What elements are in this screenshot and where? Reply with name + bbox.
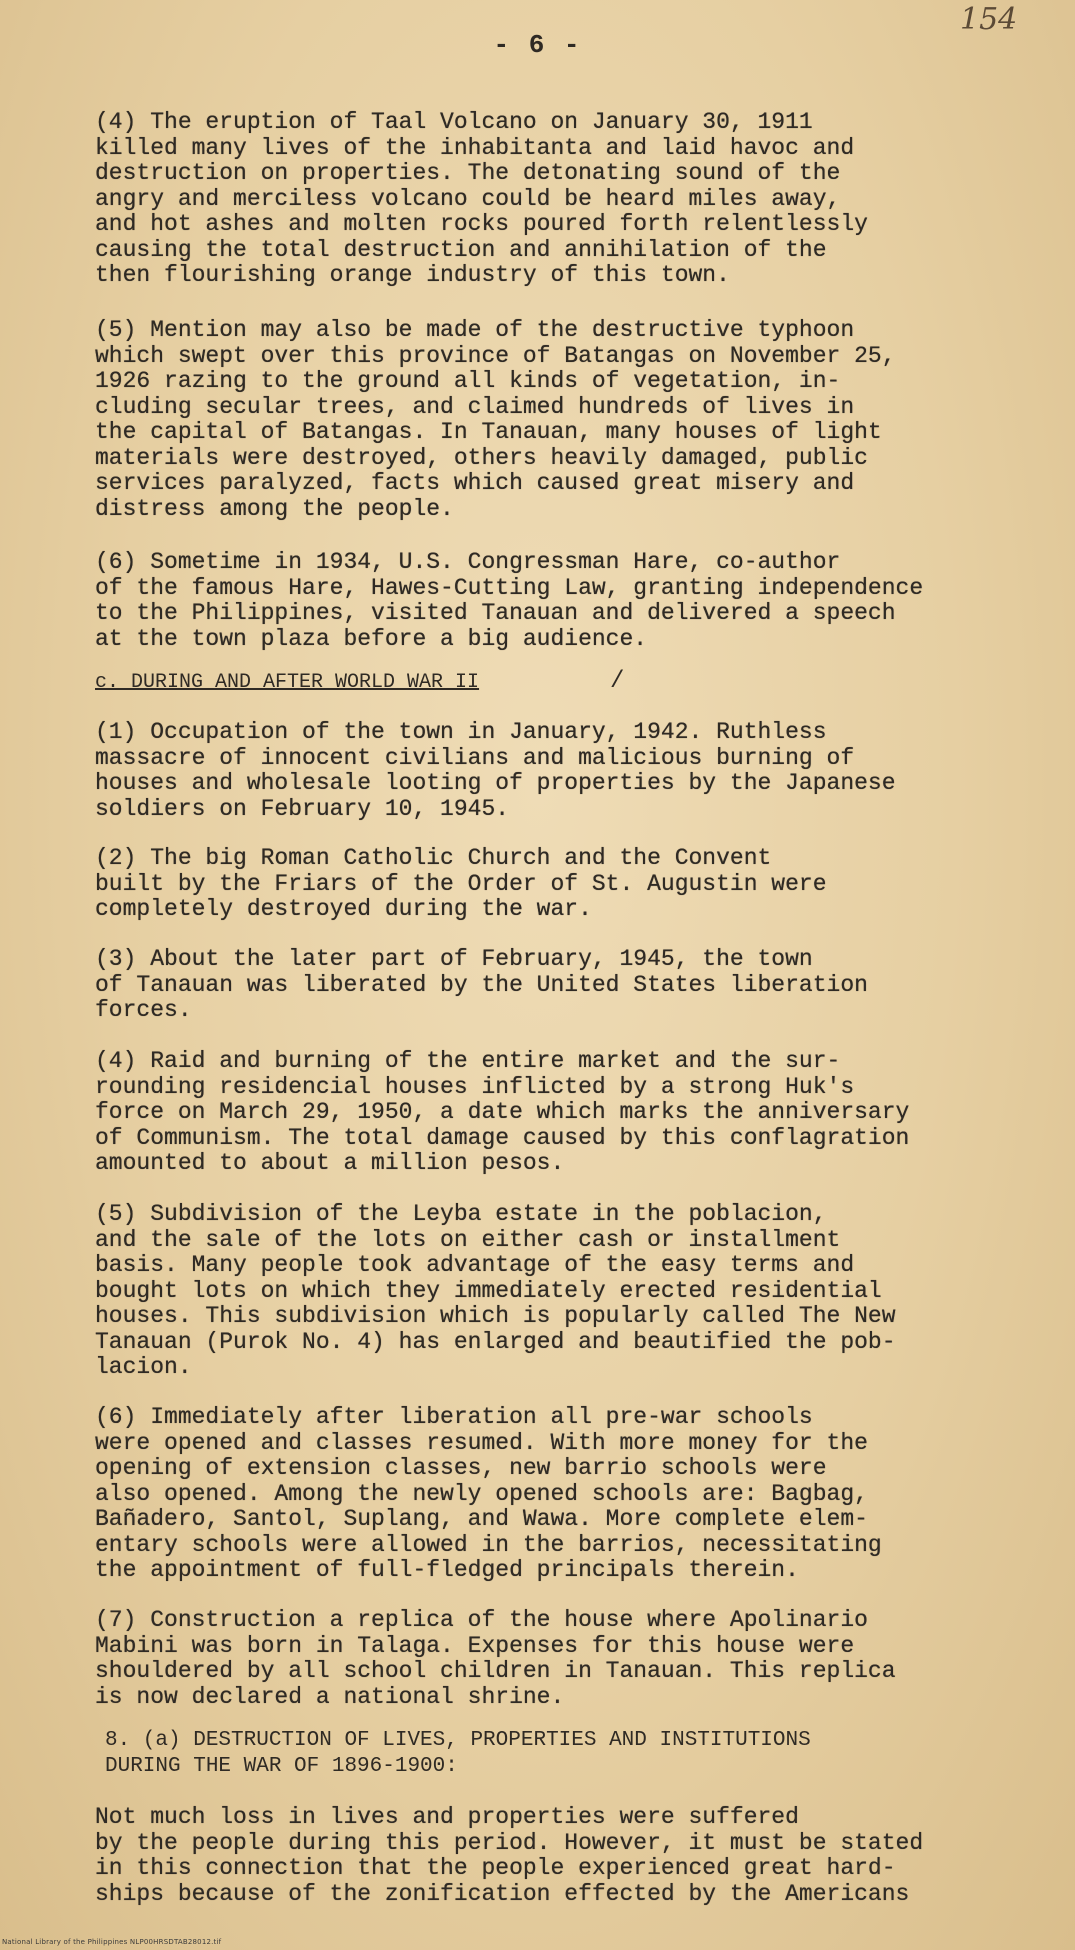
section-8a-heading: 8. (a) DESTRUCTION OF LIVES, PROPERTIES AND INSTITUTIONS DURING THE WAR OF 1896-1900: (105, 1729, 811, 1778)
page-number: - 6 - (493, 30, 582, 60)
paragraph-c5-subdivision: (5) Subdivision of the Leyba estate in the poblacion, and the sale of the lots on either cash or installment basis. Many people took advantage of the easy terms and bought lots on which they immediately erected residential houses. This subdivision which is popularly called The New Tanauan (Purok No. 4) has enlarged and beautified the pob- lacion. (95, 1201, 896, 1380)
paragraph-c6-schools: (6) Immediately after liberation all pre-war schools were opened and classes resumed. With more money for the opening of extension classes, new barrio schools were also opened. Among the newly opened schools are: Bagbag, Bañadero, Santol, Suplang, and Wawa. More complete elem- entary schools were allowed in the barrios, necessitating the appointment of full-fledged principals therein. (95, 1404, 882, 1583)
paragraph-c7-mabini-replica: (7) Construction a replica of the house where Apolinario Mabini was born in Talaga. Expenses for this house were shouldered by all school children in Tanauan. This replica is now declared a national shrine. (95, 1607, 896, 1710)
paragraph-c2-church: (2) The big Roman Catholic Church and the Convent built by the Friars of the Order of St. Augustin were completely destroyed during the war. (95, 845, 827, 922)
paragraph-6-congressman-hare: (6) Sometime in 1934, U.S. Congressman Hare, co-author of the famous Hare, Hawes-Cutting Law, granting independence to the Philippines, visited Tanauan and delivered a speech at the town plaza before a big audience. (95, 549, 924, 652)
paragraph-c4-huk-raid: (4) Raid and burning of the entire market and the sur- rounding residencial houses inflicted by a strong Huk's force on March 29, 1950, a date which marks the anniversary of Communism. The total damage caused by this conflagration amounted to about a million pesos. (95, 1048, 910, 1176)
paragraph-4-taal-eruption: (4) The eruption of Taal Volcano on January 30, 1911 killed many lives of the inhabitanta and laid havoc and destruction on properties. The detonating sound of the angry and merciless volcano could be heard miles away, and hot ashes and molten rocks poured forth relentlessly causing the total destruction and annihilation of the then flourishing orange industry of this town. (95, 109, 868, 288)
section-c-heading (95, 670, 479, 696)
paragraph-c3-liberation: (3) About the later part of February, 1945, the town of Tanauan was liberated by the United States liberation forces. (95, 946, 868, 1023)
section-c-heading-text: c. DURING AND AFTER WORLD WAR II (95, 671, 480, 694)
paragraph-5-typhoon: (5) Mention may also be made of the destructive typhoon which swept over this province of Batangas on November 25, 1926 razing to the ground all kinds of vegetation, in- cluding secular trees, and claimed hundreds of lives in the capital of Batangas. In Tanauan, many houses of light materials were destroyed, others heavily damaged, public services paralyzed, facts which caused great misery and distress among the people. (95, 317, 896, 522)
handwritten-check-mark: / (610, 668, 625, 695)
scan-footer: National Library of the Philippines NLP00HRSDTAB28012.tif (2, 1938, 222, 1946)
section-8a-body: Not much loss in lives and properties were suffered by the people during this period. However, it must be stated in this connection that the people experienced great hard- ships because of the zonification effected by the Americans (95, 1804, 924, 1907)
paragraph-c1-occupation: (1) Occupation of the town in January, 1942. Ruthless massacre of innocent civilians and malicious burning of houses and wholesale looting of properties by the Japanese soldiers on February 10, 1945. (95, 719, 896, 822)
folio-number: 154 (960, 2, 1018, 37)
